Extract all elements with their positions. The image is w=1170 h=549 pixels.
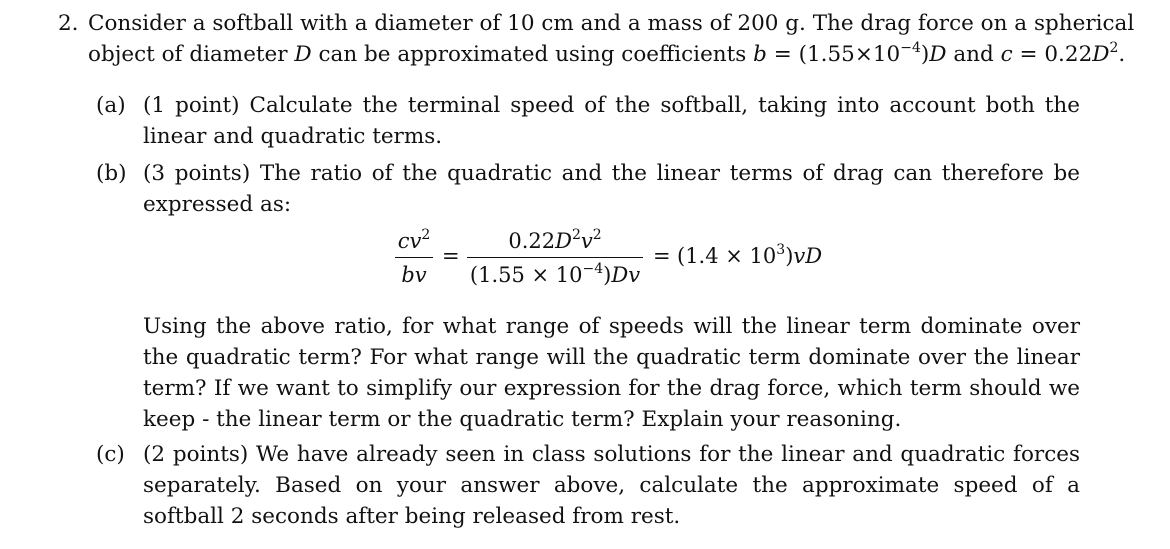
drag-ratio-equation	[395, 226, 855, 296]
fraction-denominator: bv	[401, 263, 427, 287]
fraction-bar	[467, 257, 643, 258]
math-number: )	[785, 244, 794, 268]
part-a-label: (a)	[96, 93, 126, 118]
math-variable: D	[294, 42, 312, 67]
problem-text: and	[946, 42, 1001, 67]
problem-text: can be approximated using coefficients	[311, 42, 754, 67]
math-number: (1.4 × 10	[677, 244, 777, 268]
problem-text: object of diameter	[88, 42, 295, 67]
math-exponent: 2	[571, 227, 581, 243]
math-exponent: 2	[592, 227, 602, 243]
fraction-expanded	[467, 226, 643, 290]
problem-statement	[58, 8, 1135, 70]
problem-text: .	[1118, 42, 1126, 67]
math-variable: b	[753, 42, 767, 67]
part-a	[96, 90, 1080, 152]
part-b-text: (3 points) The ratio of the quadratic and the linear terms of drag can therefore be expressed as:	[143, 161, 1080, 217]
equals-sign: =	[442, 244, 460, 268]
part-b	[96, 158, 1080, 220]
fraction-numerator	[395, 226, 433, 256]
math-exponent: 2	[1109, 40, 1119, 56]
fraction-cv2-over-bv	[395, 226, 433, 290]
part-c-label: (c)	[96, 442, 125, 467]
math-variable: D	[929, 42, 947, 67]
equation-result	[677, 244, 822, 268]
problem-line-1: Consider a softball with a diameter of 10 cm and a mass of 200 g. The drag force on a spherical	[88, 11, 1135, 36]
math-variable: v	[580, 229, 593, 253]
part-c	[96, 439, 1080, 532]
math-variable: D	[1092, 42, 1110, 67]
part-b-label: (b)	[96, 161, 127, 186]
part-c-text: (2 points) We have already seen in class solutions for the linear and quadratic forces separately. Based on your answer above, calculate the approximate speed of a softball 2 seconds after being released from rest.	[143, 442, 1080, 529]
math-expression: = 0.22	[1012, 42, 1093, 67]
math-variable: c	[1000, 42, 1013, 67]
math-number: (1.55 × 10	[469, 263, 583, 287]
fraction-denominator	[467, 260, 643, 290]
problem-number: 2.	[58, 11, 79, 36]
math-expression: )	[920, 42, 930, 67]
problem-line-2	[88, 39, 1126, 70]
fraction-bar	[395, 257, 433, 258]
math-variable: D	[555, 229, 572, 253]
fraction-numerator	[467, 226, 643, 256]
math-exponent: −4	[582, 261, 604, 277]
math-exponent: −4	[900, 40, 921, 56]
part-a-text: (1 point) Calculate the terminal speed of the softball, taking into account both the linear and quadratic terms.	[143, 93, 1080, 149]
math-exponent: 2	[421, 227, 431, 243]
math-variable: cv	[397, 229, 422, 253]
math-variable: Dv	[611, 263, 641, 287]
math-number: 0.22	[508, 229, 556, 253]
math-number: )	[603, 263, 612, 287]
math-exponent: 3	[776, 242, 786, 258]
equals-sign: =	[653, 244, 671, 268]
math-expression: = (1.55×10	[766, 42, 901, 67]
math-variable: vD	[793, 244, 823, 268]
part-b-continuation: Using the above ratio, for what range of speeds will the linear term dominate over the quadratic term? For what range will the quadratic term dominate over the linear term? If we want to simplify our expression for the drag force, which term should we keep - the linear term or the quadratic term? Explain your reasoning.	[143, 314, 1080, 432]
